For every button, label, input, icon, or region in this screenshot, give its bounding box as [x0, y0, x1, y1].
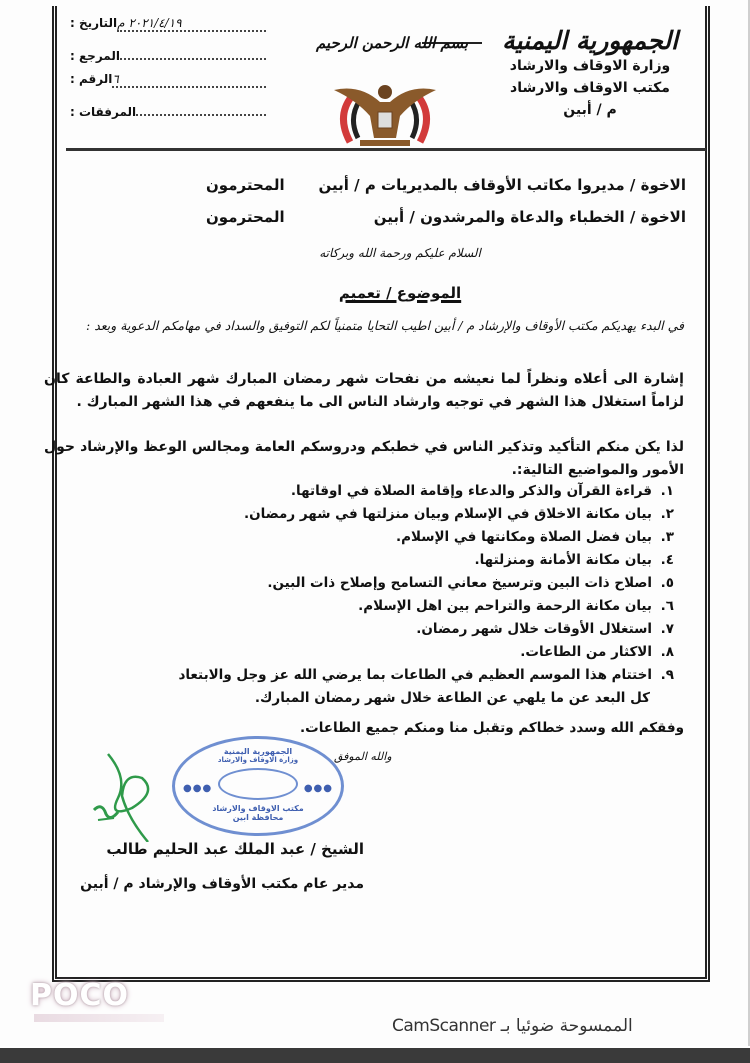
- camscanner-watermark: الممسوحة ضوئيا بـ CamScanner: [392, 1016, 633, 1036]
- letter-meta: [70, 16, 270, 128]
- list-item: ١.قراءة القرآن والذكر والدعاء وإقامة الصلاة في اوقاتها.: [290, 483, 674, 499]
- meta-reference: المرجع :: [70, 44, 270, 72]
- meta-attachments: المرفقات :: [70, 100, 270, 128]
- wallah-almuwaffiq: والله الموفق: [334, 750, 392, 763]
- reference-value: [120, 44, 266, 60]
- meta-date: التاريخ : ٢٠٢١/٤/١٩ م: [70, 16, 270, 44]
- signer-title: مدير عام مكتب الأوقاف والإرشاد م / أبين: [80, 876, 364, 892]
- letterhead-government: [490, 26, 690, 121]
- bottom-edge: [0, 1048, 750, 1063]
- date-value: ٢٠٢١/٤/١٩ م: [117, 16, 266, 32]
- intro-text: في البدء يهديكم مكتب الأوقاف والإرشاد م / أبين اطيب التحايا متمنياً لكم التوفيق والسداد في مهامكم الدعوية وبعد :: [86, 318, 684, 333]
- list-item: ٩.اختتام هذا الموسم العظيم في الطاعات بما يرضي الله عز وجل والابتعاد كل البعد عن ما يلهي عن الطاعة خلال شهر رمضان المبارك.: [178, 667, 674, 706]
- addressee-2: الاخوة / الخطباء والدعاة والمرشدون / أبين المحترمون: [206, 208, 686, 226]
- basmala: بسم الله الرحمن الرحيم: [302, 34, 482, 44]
- handwritten-signature-icon: [88, 748, 172, 842]
- poco-watermark-subtext: [34, 1014, 164, 1022]
- topics-list: [54, 480, 674, 710]
- subject-line: الموضوع / تعميم: [338, 284, 462, 302]
- stamp-emblem-icon: [218, 768, 298, 800]
- signer-name: الشيخ / عبد الملك عبد الحليم طالب: [106, 840, 364, 858]
- body-paragraph-2: لذا يكن منكم التأكيد وتذكير الناس في خطبكم ودروسكم العامة ومجالس الوعظ والإرشاد حول الأمور والمواضيع التالية:.: [44, 439, 684, 478]
- government-name: الجمهورية اليمنية: [502, 26, 678, 55]
- list-item: ٤.بيان مكانة الأمانة ومنزلتها.: [474, 552, 674, 568]
- poco-watermark: POCO: [30, 978, 130, 1013]
- body-paragraph-1: إشارة الى أعلاه ونظراً لما نعيشه من نفحات شهر رمضان المبارك شهر العبادة والطاعة كان لزاماً استغلال هذا الشهر في توجيه وارشاد الناس الى ما ينفعهم في هذا الشهر المبارك .: [44, 371, 684, 410]
- greeting: السلام عليكم ورحمة الله وبركاته: [319, 246, 481, 260]
- honorific: المحترمون: [206, 208, 285, 226]
- list-item: ٧.استغلال الأوقات خلال شهر رمضان.: [416, 621, 674, 637]
- number-value: ٦: [112, 72, 266, 88]
- governorate-name: م / أبين: [563, 102, 617, 118]
- meta-number: الرقم : ٦: [70, 72, 270, 100]
- attachments-value: [136, 100, 266, 116]
- official-stamp: الجمهورية اليمنية وزارة الاوقاف والارشاد ●●● ●●● مكتب الاوقاف والارشاد محافظة ابين: [172, 736, 344, 836]
- office-name: مكتب الاوقاف والارشاد: [510, 80, 670, 96]
- addressee-1: الاخوة / مديروا مكاتب الأوقاف بالمديريات م / أبين المحترمون: [206, 176, 686, 194]
- list-item: ٨.الاكثار من الطاعات.: [520, 644, 674, 660]
- closing-text: وفقكم الله وسدد خطاكم وتقبل منا ومنكم جميع الطاعات.: [300, 720, 684, 736]
- list-item: ٢.بيان مكانة الاخلاق في الإسلام وبيان منزلتها في شهر رمضان.: [244, 506, 674, 522]
- list-item: ٦.بيان مكانة الرحمة والتراحم بين اهل الإسلام.: [358, 598, 674, 614]
- yemen-eagle-emblem-icon: [330, 76, 440, 150]
- ministry-name: وزارة الاوقاف والارشاد: [509, 58, 671, 74]
- honorific: المحترمون: [206, 176, 285, 194]
- list-item: ٥.اصلاح ذات البين وترسيخ معاني التسامح وإصلاح ذات البين.: [267, 575, 674, 591]
- list-item: ٣.بيان فضل الصلاة ومكانتها في الإسلام.: [395, 529, 674, 545]
